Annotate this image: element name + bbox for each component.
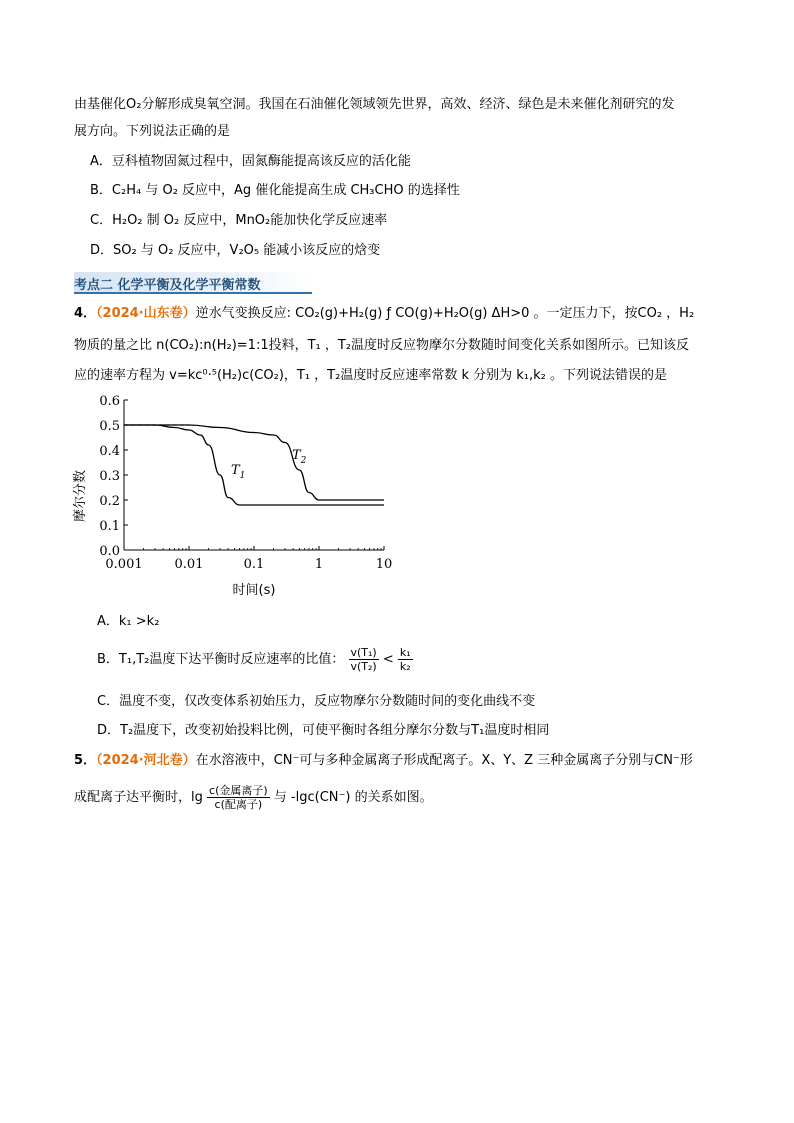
q3-option-d bbox=[90, 242, 380, 260]
option-text: T₂温度下，改变初始投料比例，可使平衡时各组分摩尔分数与T₁温度时相同 bbox=[120, 723, 550, 738]
series-line-1 bbox=[124, 425, 384, 505]
option-text: k₁ >k₂ bbox=[118, 614, 160, 629]
chart-xlabel: 时间(s) bbox=[232, 583, 276, 598]
option-text: 豆科植物固氮过程中，固氮酶能提高该反应的活化能 bbox=[111, 154, 411, 169]
series-label-t1-sub: 1 bbox=[239, 471, 246, 481]
option-label: C． bbox=[90, 213, 113, 228]
less-than-sign: < bbox=[382, 652, 394, 667]
intro-line-2: 展方向。下列说法正确的是 bbox=[74, 124, 231, 139]
q5-number: 5． bbox=[74, 753, 97, 768]
x-tick-label: 1 bbox=[314, 557, 324, 572]
q4-option-b bbox=[97, 646, 413, 673]
x-tick-label: 0.01 bbox=[174, 557, 204, 572]
chart-axes bbox=[124, 400, 384, 550]
q4-source: （2024·山东卷） bbox=[96, 306, 196, 321]
chart-series bbox=[124, 425, 384, 505]
option-text: H₂O₂ 制 O₂ 反应中，MnO₂能加快化学反应速率 bbox=[112, 213, 388, 228]
option-label: A． bbox=[90, 154, 112, 169]
y-tick-label: 0.2 bbox=[99, 494, 120, 509]
option-label: C． bbox=[97, 694, 120, 709]
section-title: 考点二 化学平衡及化学平衡常数 bbox=[74, 278, 261, 293]
option-text: C₂H₄ 与 O₂ 反应中，Ag 催化能提高生成 CH₃CHO 的选择性 bbox=[111, 183, 460, 198]
fraction-numerator: k₁ bbox=[399, 646, 411, 659]
y-tick-label: 0.6 bbox=[99, 394, 120, 409]
q4-option-c bbox=[97, 693, 535, 711]
option-label: A． bbox=[97, 614, 119, 629]
option-label: D． bbox=[90, 243, 114, 258]
q3-option-a bbox=[90, 153, 411, 171]
q4-option-d bbox=[97, 722, 549, 740]
q4-line-1 bbox=[74, 305, 694, 323]
k-ratio-fraction bbox=[398, 646, 413, 673]
fraction-numerator: v(T₁) bbox=[350, 646, 377, 659]
y-tick-label: 0.4 bbox=[99, 444, 120, 459]
q5-line1-text: 在水溶液中，CN⁻可与多种金属离子形成配离子。X、Y、Z 三种金属离子分别与CN⁻形 bbox=[195, 753, 693, 768]
q4-line-2: 物质的量之比 n(CO₂):n(H₂)=1:1投料，T₁ ，T₂温度时反应物摩尔分数随时间变化关系如图所示。已知该反 bbox=[74, 338, 690, 353]
q4-line-3: 应的速率方程为 v=kc⁰·⁵(H₂)c(CO₂)，T₁ ，T₂温度时反应速率常数 k 分别为 k₁,k₂ 。下列说法错误的是 bbox=[74, 368, 667, 383]
option-label: B． bbox=[97, 652, 119, 667]
y-tick-label: 0.5 bbox=[99, 419, 120, 434]
q3-option-c bbox=[90, 212, 387, 230]
option-label: D． bbox=[97, 723, 121, 738]
y-tick-label: 0.1 bbox=[99, 519, 120, 534]
q3-option-b bbox=[90, 182, 460, 200]
chart-ylabel: 摩尔分数 bbox=[73, 469, 88, 523]
q4-line1-text: 逆水气变换反应: CO₂(g)+H₂(g) ƒ CO(g)+H₂O(g) ΔH>0 。一定压力下，按CO₂ ，H₂ bbox=[195, 306, 695, 321]
x-tick-label: 0.1 bbox=[243, 557, 265, 572]
option-text: 温度不变，仅改变体系初始压力，反应物摩尔分数随时间的变化曲线不变 bbox=[119, 694, 536, 709]
fraction-numerator: c(金属离子) bbox=[209, 784, 268, 797]
q4-number: 4． bbox=[74, 306, 97, 321]
q5-line2-post: 与 -lgc(CN⁻) 的关系如图。 bbox=[273, 790, 433, 805]
series-label-t2-sub: 2 bbox=[300, 456, 307, 466]
y-tick-label: 0.3 bbox=[99, 469, 120, 484]
x-tick-label: 10 bbox=[375, 557, 393, 572]
fraction-denominator: v(T₂) bbox=[350, 660, 377, 673]
chart-ticks bbox=[99, 394, 392, 572]
fraction-denominator: c(配离子) bbox=[214, 798, 263, 811]
intro-line-1: 由基催化O₂分解形成臭氧空洞。我国在石油催化领域领先世界，高效、经济、绿色是未来催化剂研究的发 bbox=[74, 97, 675, 112]
q5-line-1 bbox=[74, 752, 693, 770]
option-label: B． bbox=[90, 183, 112, 198]
mole-fraction-chart bbox=[68, 392, 408, 604]
series-label-t2: $T_2$ bbox=[292, 448, 307, 466]
series-line-2 bbox=[124, 425, 384, 500]
series-label-t1: $T_1$ bbox=[231, 463, 246, 481]
fraction-denominator: k₂ bbox=[399, 660, 411, 673]
x-tick-label: 0.001 bbox=[105, 557, 143, 572]
option-text: T₁,T₂温度下达平衡时反应速率的比值： bbox=[118, 652, 345, 667]
q5-line-2 bbox=[74, 784, 433, 811]
q5-source: （2024·河北卷） bbox=[96, 753, 196, 768]
option-text: SO₂ 与 O₂ 反应中，V₂O₅ 能减小该反应的焓变 bbox=[113, 243, 381, 258]
concentration-ratio-fraction bbox=[207, 784, 270, 811]
section-header bbox=[74, 272, 312, 294]
q4-option-a bbox=[97, 613, 159, 631]
q5-line2-pre: 成配离子达平衡时，lg bbox=[74, 790, 203, 805]
y-tick-label: 0.0 bbox=[99, 544, 120, 559]
rate-ratio-fraction bbox=[349, 646, 379, 673]
